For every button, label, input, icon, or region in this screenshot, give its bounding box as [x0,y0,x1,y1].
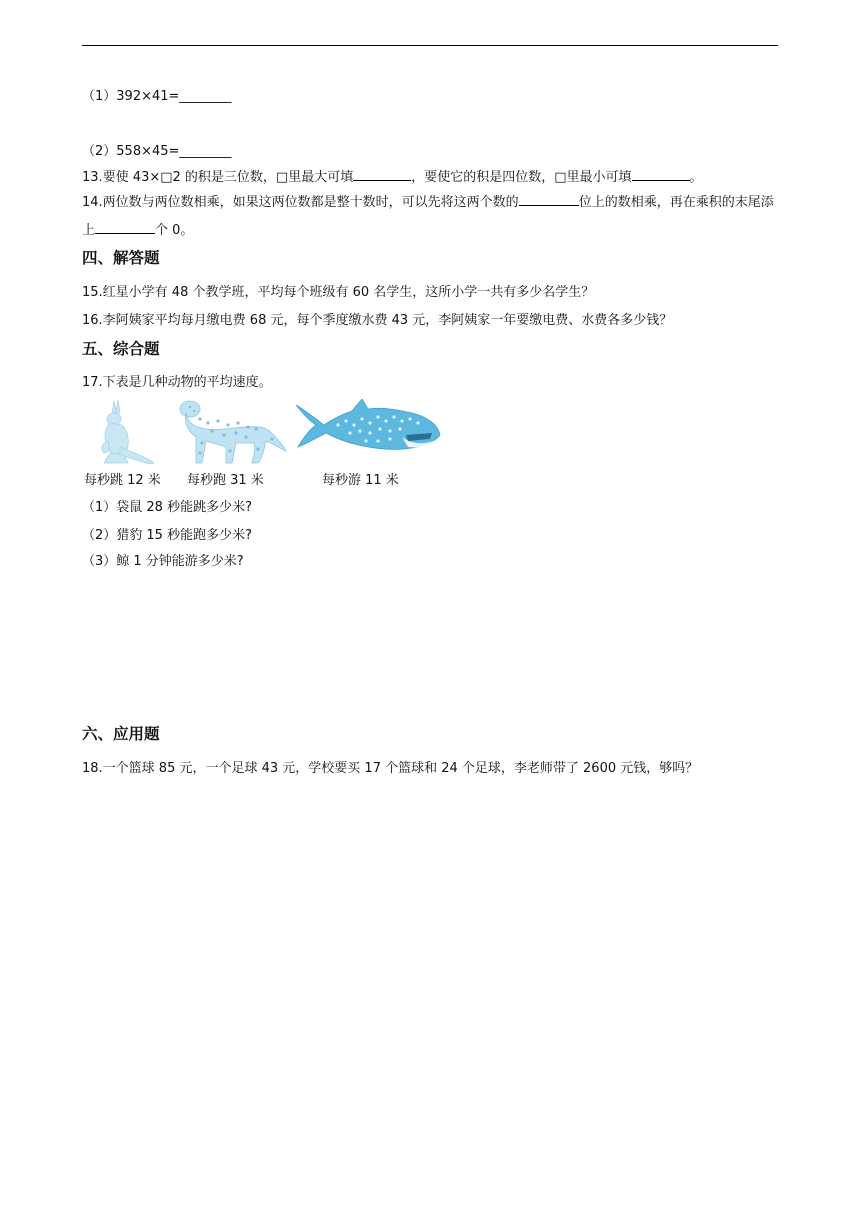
q14 [82,189,782,245]
q13-text-b: ，要使它的积是四位数，□里最小可填 [411,170,632,185]
q18: 18.一个篮球 85 元，一个足球 43 元，学校要买 17 个篮球和 24 个足球，李老师带了 2600 元钱，够吗？ [82,761,699,776]
section-heading-6: 六、应用题 [82,725,160,743]
cheetah-icon [178,397,288,465]
q14-blank-2 [95,221,155,234]
q12-part2-text: （2）558×45= [82,144,180,159]
q13-blank-2 [632,168,690,181]
section-heading-4: 四、解答题 [82,249,160,267]
q12-part1 [82,88,231,106]
whale-shark-icon [294,399,442,461]
q17-sub3: （3）鲸 1 分钟能游多少米? [82,554,244,569]
q13 [82,168,703,187]
q17-sub2: （2）猎豹 15 秒能跑多少米? [82,528,252,543]
q17-intro: 17.下表是几种动物的平均速度。 [82,375,272,390]
kangaroo-speed-caption: 每秒跳 12 米 [84,473,161,488]
q16: 16.李阿姨家平均每月缴电费 68 元，每个季度缴水费 43 元，李阿姨家一年要缴电费、水费各多少钱？ [82,313,673,328]
q12-part1-blank: ________ [179,89,232,104]
section-heading-5: 五、综合题 [82,340,160,358]
q12-part2-blank: ________ [179,144,232,159]
q13-text-a: 13.要使 43×□2 的积是三位数，□里最大可填 [82,170,354,185]
q14-blank-1 [519,193,579,206]
q17-sub1: （1）袋鼠 28 秒能跳多少米? [82,500,252,515]
header-rule [82,45,778,46]
q14-text-c: 个 0。 [155,223,194,238]
q13-blank-1 [353,168,411,181]
kangaroo-icon [94,397,156,465]
q15: 15.红星小学有 48 个教学班，平均每个班级有 60 名学生，这所小学一共有多少名学生？ [82,285,595,300]
animal-images [82,395,462,465]
q12-part1-text: （1）392×41= [82,89,180,104]
q14-text-a: 14.两位数与两位数相乘，如果这两位数都是整十数时，可以先将这两个数的 [82,195,519,210]
cheetah-speed-caption: 每秒跑 31 米 [187,473,264,488]
q13-text-c: 。 [689,170,703,185]
q12-part2 [82,143,231,161]
q14-text-b: 位上的数相乘，再在乘积的末尾添上 [82,195,774,238]
whale-speed-caption: 每秒游 11 米 [322,473,399,488]
